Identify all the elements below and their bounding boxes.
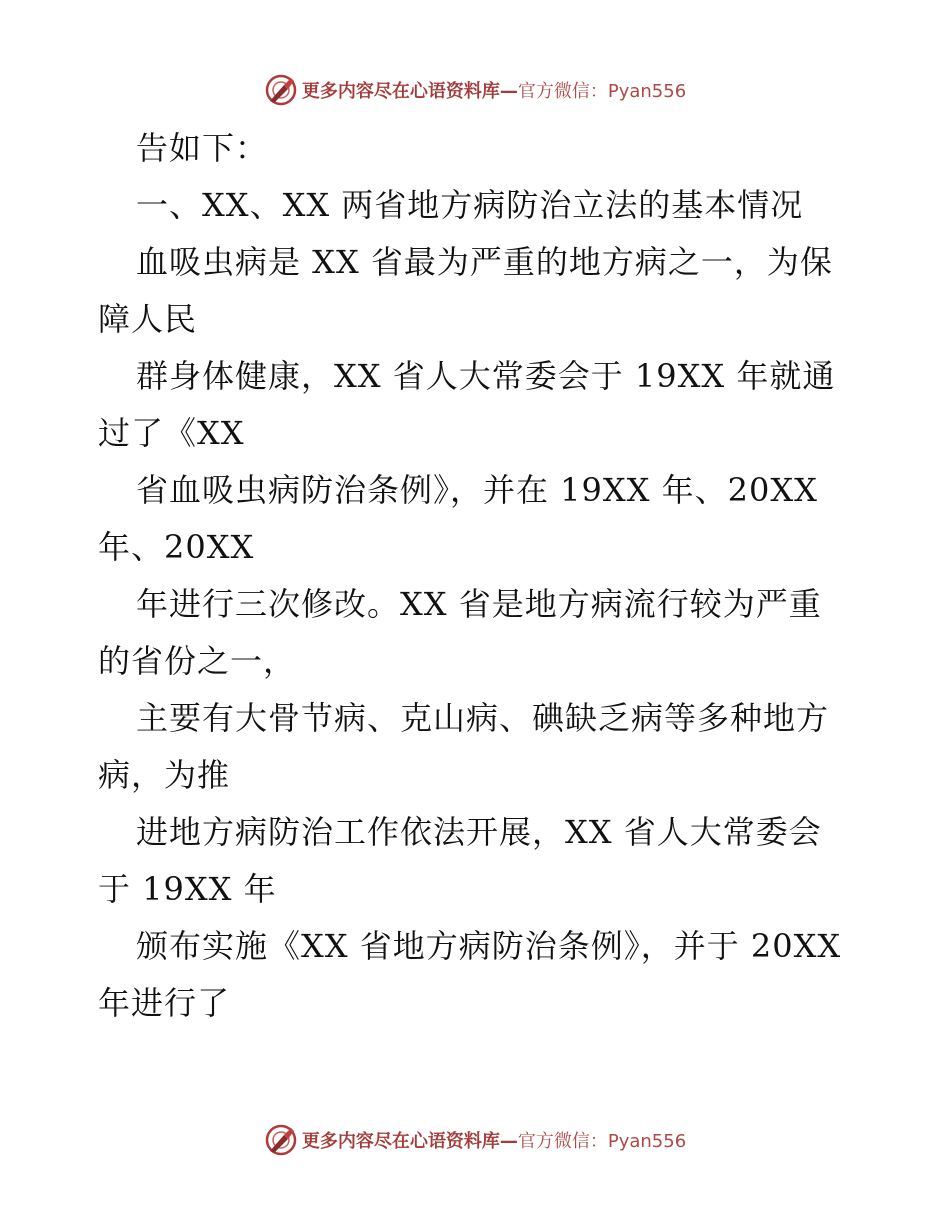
text-line: 省血吸虫病防治条例》，并在 19XX 年、20XX [136, 471, 818, 509]
header-banner [0, 70, 950, 110]
banner-separator: — [499, 81, 518, 102]
banner-separator: — [499, 1131, 518, 1152]
footer-banner [0, 1120, 950, 1160]
text-line: 病，为推 [98, 756, 231, 794]
text-line: 血吸虫病是 XX 省最为严重的地方病之一，为保 [136, 243, 833, 281]
text-line: 进地方病防治工作依法开展，XX 省人大常委会 [136, 813, 822, 851]
text-line: 主要有大骨节病、克山病、碘缺乏病等多种地方 [136, 699, 830, 737]
document-body [98, 120, 858, 1032]
text-line: 于 19XX 年 [98, 870, 277, 908]
banner-text [302, 77, 686, 103]
banner-main-text: 更多内容尽在心语资料库 [301, 81, 500, 102]
pen-logo-icon [264, 1123, 298, 1157]
text-line: 年进行了 [98, 984, 231, 1022]
text-line: 的省份之一， [98, 642, 297, 680]
banner-official-label: 官方微信： [517, 1131, 608, 1152]
text-line: 群身体健康，XX 省人大常委会于 19XX 年就通 [136, 357, 836, 395]
banner-text [302, 1127, 686, 1153]
text-line: 障人民 [98, 300, 198, 338]
text-line: 年进行三次修改。XX 省是地方病流行较为严重 [136, 585, 822, 623]
banner-main-text: 更多内容尽在心语资料库 [301, 1131, 500, 1152]
banner-wechat-id: Pyan556 [607, 1131, 687, 1152]
pen-logo-icon [264, 73, 298, 107]
text-line: 过了《XX [98, 414, 245, 452]
text-line: 一、XX、XX 两省地方病防治立法的基本情况 [136, 186, 804, 224]
text-line: 颁布实施《XX 省地方病防治条例》，并于 20XX [136, 927, 842, 965]
banner-wechat-id: Pyan556 [607, 81, 687, 102]
banner-official-label: 官方微信： [517, 81, 608, 102]
text-line: 告如下： [136, 129, 269, 167]
text-line: 年、20XX [98, 528, 255, 566]
